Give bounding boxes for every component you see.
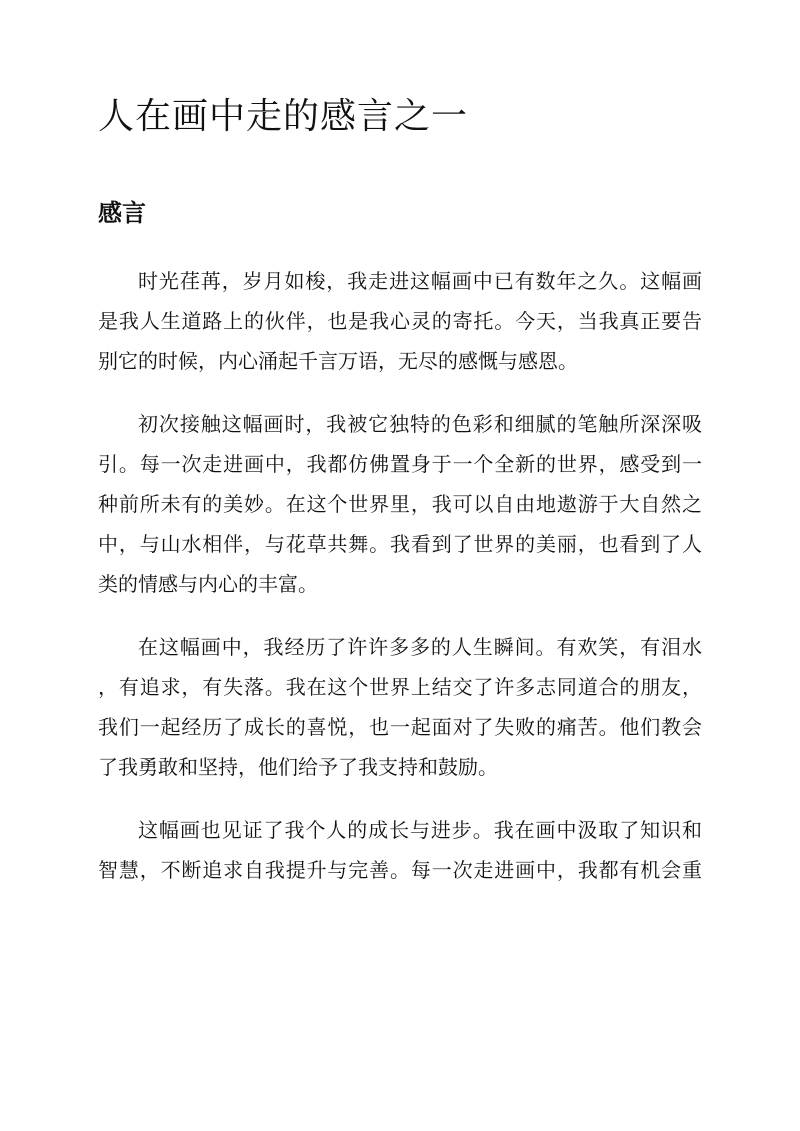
paragraph-line: 我们一起经历了成长的喜悦，也一起面对了失败的痛苦。他们教会 (98, 715, 702, 739)
paragraph-line: 种前所未有的美妙。在这个世界里，我可以自由地遨游于大自然之 (98, 492, 702, 516)
document-title: 人在画中走的感言之一 (98, 96, 469, 137)
paragraph-line: 类的情感与内心的丰富。 (98, 572, 318, 596)
paragraph-line: 是我人生道路上的伙伴，也是我心灵的寄托。今天，当我真正要告 (98, 309, 702, 333)
paragraph-line: 了我勇敢和坚持，他们给予了我支持和鼓励。 (98, 755, 498, 779)
paragraph-line: ，有追求，有失落。我在这个世界上结交了许多志同道合的朋友， (98, 675, 702, 699)
section-heading: 感言 (98, 198, 146, 227)
paragraph (98, 627, 702, 787)
paragraph-line: 引。每一次走进画中，我都仿佛置身于一个全新的世界，感受到一 (98, 452, 702, 476)
paragraph-line: 中，与山水相伴，与花草共舞。我看到了世界的美丽，也看到了人 (98, 532, 702, 556)
paragraph (98, 404, 702, 604)
paragraph (98, 261, 702, 381)
paragraph-line: 时光荏苒，岁月如梭，我走进这幅画中已有数年之久。这幅画 (138, 269, 702, 293)
paragraph-line: 这幅画也见证了我个人的成长与进步。我在画中汲取了知识和 (138, 818, 702, 842)
paragraph-line: 智慧，不断追求自我提升与完善。每一次走进画中，我都有机会重 (98, 858, 702, 882)
paragraph-line: 初次接触这幅画时，我被它独特的色彩和细腻的笔触所深深吸 (138, 412, 702, 436)
document-body (98, 261, 702, 913)
paragraph (98, 810, 702, 890)
paragraph-line: 在这幅画中，我经历了许许多多的人生瞬间。有欢笑，有泪水 (138, 635, 702, 659)
paragraph-line: 别它的时候，内心涌起千言万语，无尽的感慨与感恩。 (98, 349, 578, 373)
